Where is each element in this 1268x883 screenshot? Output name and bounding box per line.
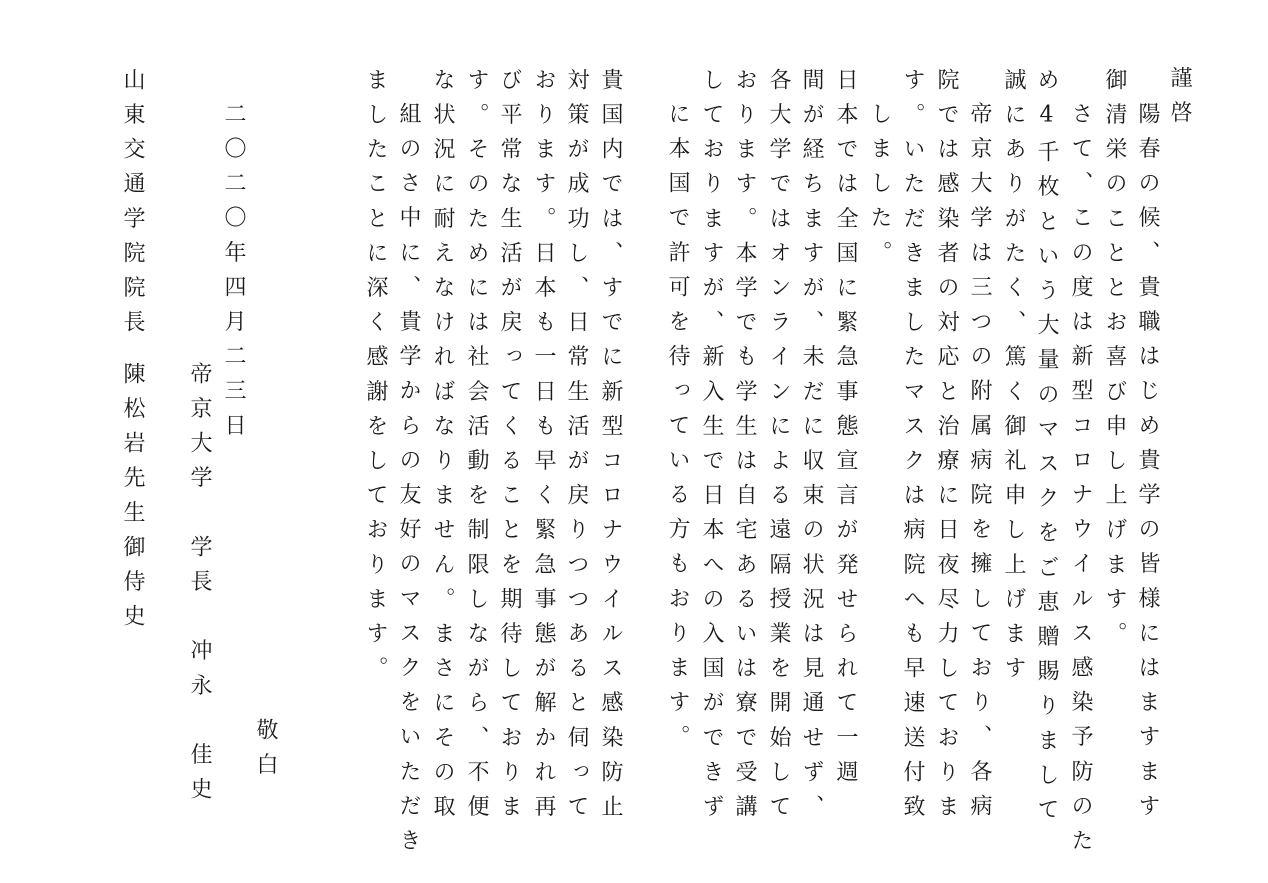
letter-line-12: 各大学ではオンラインによる遠隔授業を開始して [766, 68, 791, 830]
letter-line-20: び平常な生活が戻ってくることを期待しておりま [497, 68, 522, 830]
letter-line-21: す。そのためには社会活動を制限しながら、不便 [464, 68, 489, 830]
letter-line-2: 御清栄のこととお喜び申し上げます。 [1102, 68, 1127, 657]
letter-line-9: しました。 [867, 102, 892, 275]
letter-line-6: 帝京大学は三つの附属病院を擁しており、各病 [967, 102, 992, 829]
letter-line-17: 貴国内では、すでに新型コロナウイルス感染防止 [598, 68, 623, 830]
letter-line-22: な状況に耐えなければなりません。まさにその取 [430, 68, 455, 830]
recipient-name: 陳松岩先生御侍史 [120, 362, 145, 639]
letter-line-18: 対策が成功し、日常生活が戻りつつあると伺って [564, 68, 589, 830]
letter-line-13: おります。本学でも学生は自宅あるいは寮で受講 [732, 68, 757, 830]
letter-line-5: 誠にありがたく、篤く御礼申し上げます [1001, 68, 1026, 691]
letter-line-11: 間が経ちますが、未だに収束の状況は見通せず、 [799, 68, 824, 830]
letter-date: 二〇二〇年四月二三日 [221, 102, 246, 448]
letter-line-15: に本国で許可を待っている方もおります。 [665, 102, 690, 760]
letter-line-10: 日本では全国に緊急事態宣言が発せられて一週 [833, 68, 858, 795]
letter-line-3: さて、この度は新型コロナウイルス感染予防のた [1068, 102, 1093, 864]
letter-line-8: す。いただきましたマスクは病院へも早速送付致 [900, 68, 925, 830]
sender-signature: 帝京大学 学長 冲永 佳史 [187, 362, 212, 812]
letter-line-4: め4千枚という大量のマスクをご恵贈賜りまして [1034, 68, 1059, 833]
letter-line-19: おります。日本も一日も早く緊急事態が解かれ再 [531, 68, 556, 830]
letter-line-7: 院では感染者の対応と治療に日夜尽力しておりま [934, 68, 959, 830]
closing-salutation: 敬白 [253, 718, 278, 788]
opening-salutation: 謹啓 [1167, 66, 1192, 136]
letter-line-14: しておりますが、新入生で日本への入国ができず [699, 68, 724, 830]
letter-line-23: 組のさ中に、貴学からの友好のマスクをいただき [396, 102, 421, 864]
recipient-title: 山東交通学院院長 [120, 68, 145, 345]
letter-line-24: ましたことに深く感謝をしております。 [363, 68, 388, 691]
letter-line-1: 陽春の候、貴職はじめ貴学の皆様にはますます [1135, 102, 1160, 829]
